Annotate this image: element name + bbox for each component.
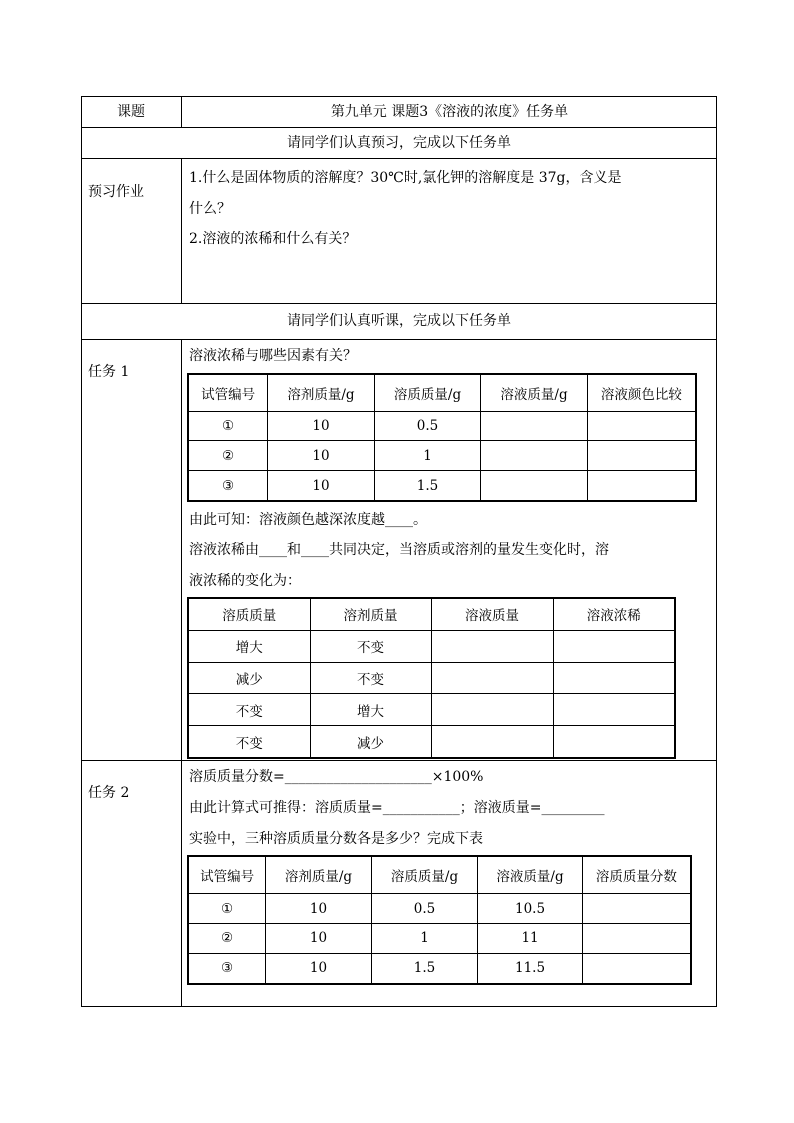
column-divider bbox=[181, 339, 182, 1007]
table-cell-blank[interactable] bbox=[553, 726, 675, 759]
preview-question-2: 2.溶液的浓稀和什么有关？ bbox=[189, 231, 357, 247]
task2-experiment-prompt: 实验中，三种溶质质量分数各是多少？完成下表 bbox=[189, 831, 483, 847]
task1-conclusion: 由此可知：溶液颜色越深浓度越____。 bbox=[189, 512, 427, 528]
preview-label: 预习作业 bbox=[88, 184, 144, 200]
table-row bbox=[188, 630, 675, 662]
table-cell: 0.5 bbox=[374, 411, 481, 441]
table-header-cell: 溶质质量/g bbox=[374, 374, 481, 411]
table-row bbox=[188, 894, 691, 924]
table-cell: 10 bbox=[268, 411, 375, 441]
table-cell: ③ bbox=[188, 953, 266, 984]
task2-table bbox=[187, 855, 692, 985]
table-cell-blank[interactable] bbox=[431, 694, 553, 726]
table-cell-blank[interactable] bbox=[481, 411, 588, 441]
class-instruction: 请同学们认真听课，完成以下任务单 bbox=[287, 313, 511, 329]
table-cell: 1.5 bbox=[374, 471, 481, 501]
row-divider bbox=[81, 158, 717, 159]
table-cell: 减少 bbox=[188, 662, 310, 694]
table-cell: 增大 bbox=[310, 694, 431, 726]
table-cell-blank[interactable] bbox=[431, 630, 553, 662]
table-header-cell: 溶质质量分数 bbox=[582, 856, 691, 894]
table-cell: ① bbox=[188, 411, 268, 441]
table-cell: 不变 bbox=[188, 694, 310, 726]
column-divider bbox=[181, 158, 182, 304]
table-header-cell: 溶剂质量/g bbox=[266, 856, 372, 894]
table-cell: 11 bbox=[478, 923, 583, 953]
row-divider bbox=[81, 303, 717, 304]
table-cell-blank[interactable] bbox=[431, 726, 553, 759]
table-row bbox=[188, 441, 696, 471]
row-divider bbox=[81, 339, 717, 340]
table-row bbox=[188, 726, 675, 759]
table-cell: 1 bbox=[374, 441, 481, 471]
table-cell: 不变 bbox=[310, 630, 431, 662]
table-cell: 10 bbox=[266, 894, 372, 924]
table-header-cell: 溶质质量 bbox=[188, 598, 310, 630]
table-cell: 10 bbox=[268, 471, 375, 501]
table-cell: 10.5 bbox=[478, 894, 583, 924]
table-cell-blank[interactable] bbox=[587, 471, 696, 501]
task2-label: 任务 2 bbox=[88, 785, 130, 801]
table-cell: 减少 bbox=[310, 726, 431, 759]
task2-formula: 溶质质量分数=_____________________×100% bbox=[189, 769, 484, 785]
preview-instruction: 请同学们认真预习，完成以下任务单 bbox=[287, 135, 511, 151]
table-cell: ① bbox=[188, 894, 266, 924]
table-header-cell: 溶质质量/g bbox=[371, 856, 478, 894]
table-row bbox=[188, 923, 691, 953]
task2-derivation: 由此计算式可推得：溶质质量=___________；溶液质量=_________ bbox=[189, 800, 605, 816]
table-row bbox=[188, 694, 675, 726]
page-title: 第九单元 课题3《溶液的浓度》任务单 bbox=[330, 104, 569, 120]
table-cell-blank[interactable] bbox=[582, 953, 691, 984]
row-divider bbox=[81, 760, 717, 761]
table-cell: 11.5 bbox=[478, 953, 583, 984]
task1-table-1 bbox=[187, 373, 697, 502]
preview-question-1-continued: 什么？ bbox=[189, 201, 231, 217]
task1-question: 溶液浓稀与哪些因素有关？ bbox=[189, 348, 357, 364]
task1-factor-text: 溶液浓稀由____和____共同决定，当溶质或溶剂的量发生变化时，溶 bbox=[189, 542, 609, 558]
row-divider bbox=[81, 127, 717, 128]
table-cell: 不变 bbox=[310, 662, 431, 694]
table-cell: ③ bbox=[188, 471, 268, 501]
task1-label: 任务 1 bbox=[88, 364, 130, 380]
table-cell-blank[interactable] bbox=[431, 662, 553, 694]
table-header-cell: 溶液质量 bbox=[431, 598, 553, 630]
table-cell-blank[interactable] bbox=[553, 662, 675, 694]
table-cell: 0.5 bbox=[371, 894, 478, 924]
table-cell: 10 bbox=[268, 441, 375, 471]
table-row bbox=[188, 471, 696, 501]
table-cell-blank[interactable] bbox=[553, 694, 675, 726]
table-cell-blank[interactable] bbox=[582, 894, 691, 924]
table-cell-blank[interactable] bbox=[582, 923, 691, 953]
table-cell: ② bbox=[188, 441, 268, 471]
task1-factor-text-continued: 液浓稀的变化为： bbox=[189, 573, 301, 589]
table-cell: 10 bbox=[266, 953, 372, 984]
table-cell: ② bbox=[188, 923, 266, 953]
table-header-row bbox=[188, 598, 675, 630]
table-row bbox=[188, 953, 691, 984]
header-label: 课题 bbox=[117, 104, 145, 120]
table-row bbox=[188, 411, 696, 441]
table-header-cell: 试管编号 bbox=[188, 856, 266, 894]
table-cell: 1 bbox=[371, 923, 478, 953]
table-cell-blank[interactable] bbox=[481, 441, 588, 471]
table-header-row bbox=[188, 374, 696, 411]
preview-question-1: 1.什么是固体物质的溶解度？30℃时,氯化钾的溶解度是 37g，含义是 bbox=[189, 170, 622, 186]
table-header-cell: 溶液质量/g bbox=[481, 374, 588, 411]
table-cell-blank[interactable] bbox=[587, 411, 696, 441]
table-header-cell: 溶剂质量/g bbox=[268, 374, 375, 411]
table-cell-blank[interactable] bbox=[553, 630, 675, 662]
table-cell: 不变 bbox=[188, 726, 310, 759]
table-header-cell: 溶液颜色比较 bbox=[587, 374, 696, 411]
table-header-cell: 溶液浓稀 bbox=[553, 598, 675, 630]
table-header-row bbox=[188, 856, 691, 894]
table-cell-blank[interactable] bbox=[587, 441, 696, 471]
table-cell: 1.5 bbox=[371, 953, 478, 984]
table-cell-blank[interactable] bbox=[481, 471, 588, 501]
table-header-cell: 溶液质量/g bbox=[478, 856, 583, 894]
table-cell: 增大 bbox=[188, 630, 310, 662]
table-row bbox=[188, 662, 675, 694]
task1-table-2 bbox=[187, 597, 676, 759]
table-cell: 10 bbox=[266, 923, 372, 953]
table-header-cell: 溶剂质量 bbox=[310, 598, 431, 630]
table-header-cell: 试管编号 bbox=[188, 374, 268, 411]
